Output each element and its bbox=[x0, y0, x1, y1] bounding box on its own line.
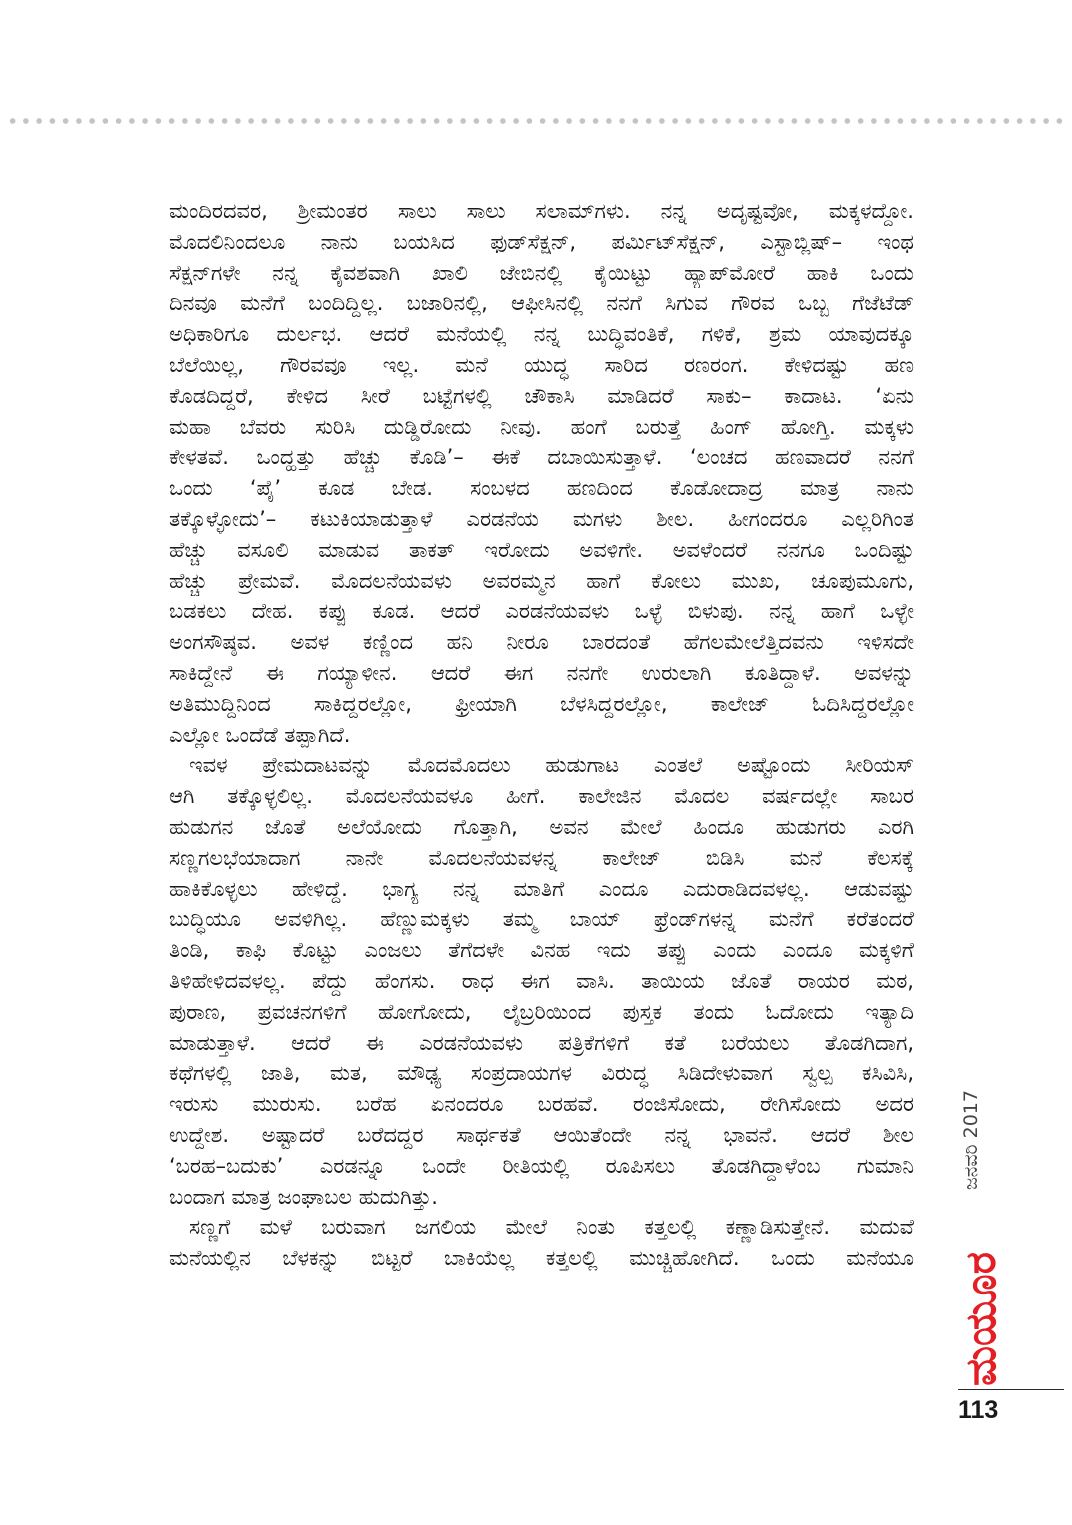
body-line: ಬಡಕಲು ದೇಹ. ಕಪ್ಪು ಕೂಡ. ಆದರೆ ಎರಡನೆಯವಳು ಒಳ್ಳೆ ಬಿಳುಪು. ನನ್ನ ಹಾಗೆ ಒಳ್ಳೇ bbox=[169, 599, 914, 624]
body-line: ಸಣ್ಣಗಲಭೆಯಾದಾಗ ನಾನೇ ಮೊದಲನೆಯವಳನ್ನ ಕಾಲೇಜ್ ಬಿಡಿಸಿ ಮನೆ ಕೆಲಸಕ್ಕೆ bbox=[169, 845, 914, 870]
body-line: ತಕ್ಕೊಳ್ಳೋದು’– ಕಟುಕಿಯಾಡುತ್ತಾಳೆ ಎರಡನೆಯ ಮಗಳು ಶೀಲ. ಹೀಗಂದರೂ ಎಲ್ಲರಿಗಿಂತ bbox=[169, 506, 914, 531]
body-line: ಮನೆಯಲ್ಲಿನ ಬೆಳಕನ್ನು ಬಿಟ್ಟರೆ ಬಾಕಿಯೆಲ್ಲ ಕತ್ತಲಲ್ಲಿ ಮುಚ್ಚಿಹೋಗಿದೆ. ಒಂದು ಮನೆಯೂ bbox=[169, 1246, 914, 1271]
body-line: ಅಂಗಸೌಷ್ಠವ. ಅವಳ ಕಣ್ಣಿಂದ ಹನಿ ನೀರೂ ಬಾರದಂತೆ ಹೆಗಲಮೇಲೆತ್ತಿದವನು ಇಳಿಸದೇ bbox=[169, 630, 914, 655]
paragraph-end-line: ಬಂದಾಗ ಮಾತ್ರ ಜಂಘಾಬಲ ಹುದುಗಿತ್ತು. bbox=[169, 1184, 438, 1209]
body-line: ಬುದ್ಧಿಯೂ ಅವಳಿಗಿಲ್ಲ. ಹೆಣ್ಣುಮಕ್ಕಳು ತಮ್ಮ ಬಾಯ್ ಫ್ರೆಂಡ್‌ಗಳನ್ನ ಮನೆಗೆ ಕರೆತಂದರೆ bbox=[169, 907, 914, 932]
paragraph-end-line: ಎಲ್ಲೋ ಒಂದೆಡೆ ತಪ್ಪಾಗಿದೆ. bbox=[169, 722, 351, 747]
body-line: ಮೊದಲಿನಿಂದಲೂ ನಾನು ಬಯಸಿದ ಫುಡ್‌ಸೆಕ್ಷನ್, ಪರ್ಮಿಟ್‌ಸೆಕ್ಷನ್, ಎಸ್ಟಾಬ್ಲಿಷ್– ಇಂಥ bbox=[169, 229, 914, 254]
issue-date: ಜನವರಿ 2017 bbox=[960, 1090, 982, 1190]
body-line: ಇರುಸು ಮುರುಸು. ಬರೆಹ ಏನಂದರೂ ಬರಹವೆ. ರಂಜಿಸೋದು, ರೇಗಿಸೋದು ಅದರ bbox=[169, 1092, 914, 1117]
body-line: ‘ಬರಹ–ಬದುಕು’ ಎರಡನ್ನೂ ಒಂದೇ ರೀತಿಯಲ್ಲಿ ರೂಪಿಸಲು ತೊಡಗಿದ್ದಾಳೆಂಬ ಗುಮಾನಿ bbox=[169, 1153, 914, 1178]
body-line: ಹುಡುಗನ ಜೊತೆ ಅಲೆಯೋದು ಗೊತ್ತಾಗಿ, ಅವನ ಮೇಲೆ ಹಿಂದೂ ಹುಡುಗರು ಎರಗಿ bbox=[169, 814, 914, 839]
magazine-side-strip bbox=[952, 1090, 1012, 1390]
body-line: ಕೊಡದಿದ್ದರೆ, ಕೇಳಿದ ಸೀರೆ ಬಟ್ಟೆಗಳಲ್ಲಿ ಚೌಕಾಸಿ ಮಾಡಿದರೆ ಸಾಕು– ಕಾದಾಟ. ‘ಏನು bbox=[169, 383, 914, 408]
body-line: ತಿಂಡಿ, ಕಾಫಿ ಕೊಟ್ಟು ಎಂಜಲು ತೆಗೆದಳೇ ವಿನಹ ಇದು ತಪ್ಪು ಎಂದು ಎಂದೂ ಮಕ್ಕಳಿಗೆ bbox=[169, 938, 914, 963]
body-line: ಹೆಚ್ಚು ಪ್ರೇಮವೆ. ಮೊದಲನೆಯವಳು ಅವರಮ್ಮನ ಹಾಗೆ ಕೋಲು ಮುಖ, ಚೂಪುಮೂಗು, bbox=[169, 568, 914, 593]
body-line: ಪುರಾಣ, ಪ್ರವಚನಗಳಿಗೆ ಹೋಗೋದು, ಲೈಬ್ರರಿಯಿಂದ ಪುಸ್ತಕ ತಂದು ಓದೋದು ಇತ್ಯಾದಿ bbox=[169, 999, 914, 1024]
article-body bbox=[169, 196, 914, 1274]
magazine-logo: ಮಯೂರ bbox=[956, 1252, 1005, 1386]
footer-rule bbox=[958, 1389, 1064, 1390]
paragraph-first-line: ಇವಳ ಪ್ರೇಮದಾಟವನ್ನು ಮೊದಮೊದಲು ಹುಡುಗಾಟ ಎಂತಲೆ ಅಷ್ಟೊಂದು ಸೀರಿಯಸ್ bbox=[189, 753, 914, 778]
body-line: ಹಾಕಿಕೊಳ್ಳಲು ಹೇಳಿದ್ದೆ. ಭಾಗ್ಯ ನನ್ನ ಮಾತಿಗೆ ಎಂದೂ ಎದುರಾಡಿದವಳಲ್ಲ. ಆಡುವಷ್ಟು bbox=[169, 876, 914, 901]
body-line: ಮಾಡುತ್ತಾಳೆ. ಆದರೆ ಈ ಎರಡನೆಯವಳು ಪತ್ರಿಕೆಗಳಿಗೆ ಕತೆ ಬರೆಯಲು ತೊಡಗಿದಾಗ, bbox=[169, 1030, 914, 1055]
body-line: ಮಂದಿರದವರ, ಶ್ರೀಮಂತರ ಸಾಲು ಸಾಲು ಸಲಾಮ್‌ಗಳು. ನನ್ನ ಅದೃಷ್ಟವೋ, ಮಕ್ಕಳದ್ದೋ. bbox=[169, 199, 914, 223]
body-line: ಅಧಿಕಾರಿಗೂ ದುರ್ಲಭ. ಆದರೆ ಮನೆಯಲ್ಲಿ ನನ್ನ ಬುದ್ಧಿವಂತಿಕೆ, ಗಳಿಕೆ, ಶ್ರಮ ಯಾವುದಕ್ಕೂ bbox=[169, 322, 914, 347]
paragraph-first-line: ಸಣ್ಣಗೆ ಮಳೆ ಬರುವಾಗ ಜಗಲಿಯ ಮೇಲೆ ನಿಂತು ಕತ್ತಲಲ್ಲಿ ಕಣ್ಣಾಡಿಸುತ್ತೇನೆ. ಮದುವೆ bbox=[189, 1215, 914, 1240]
body-line: ಮಹಾ ಬೆವರು ಸುರಿಸಿ ದುಡ್ಡಿರೋದು ನೀವು. ಹಂಗೆ ಬರುತ್ತೆ ಹಿಂಗ್ ಹೋಗ್ತಿ. ಮಕ್ಕಳು bbox=[169, 414, 914, 439]
body-line: ಕೇಳತವೆ. ಒಂದ್ಹತ್ತು ಹೆಚ್ಚು ಕೊಡಿ’– ಈಕೆ ದಬಾಯಿಸುತ್ತಾಳೆ. ‘ಲಂಚದ ಹಣವಾದರೆ ನನಗೆ bbox=[169, 445, 914, 470]
body-line: ಉದ್ದೇಶ. ಅಷ್ಟಾದರೆ ಬರೆದದ್ದರ ಸಾರ್ಥಕತೆ ಆಯಿತೆಂದೇ ನನ್ನ ಭಾವನೆ. ಆದರೆ ಶೀಲ bbox=[169, 1122, 914, 1147]
body-line: ಆಗಿ ತಕ್ಕೊಳ್ಳಲಿಲ್ಲ. ಮೊದಲನೆಯವಳೂ ಹೀಗೆ. ಕಾಲೇಜಿನ ಮೊದಲ ವರ್ಷದಲ್ಲೇ ಸಾಬರ bbox=[169, 784, 914, 809]
body-line: ಸಾಕಿದ್ದೇನೆ ಈ ಗಯ್ಯಾಳೀನ. ಆದರೆ ಈಗ ನನಗೇ ಉರುಲಾಗಿ ಕೂತಿದ್ದಾಳೆ. ಅವಳನ್ನು bbox=[169, 660, 914, 685]
body-line: ಅತಿಮುದ್ದಿನಿಂದ ಸಾಕಿದ್ದರಲ್ಲೋ, ಫ್ರೀಯಾಗಿ ಬೆಳಸಿದ್ದರಲ್ಲೋ, ಕಾಲೇಜ್ ಓದಿಸಿದ್ದರಲ್ಲೋ bbox=[169, 691, 914, 716]
body-line: ತಿಳಿಹೇಳಿದವಳಲ್ಲ. ಪೆದ್ದು ಹೆಂಗಸು. ರಾಧ ಈಗ ವಾಸಿ. ತಾಯಿಯ ಜೊತೆ ರಾಯರ ಮಠ, bbox=[169, 968, 914, 993]
page-number: 113 bbox=[958, 1396, 999, 1424]
body-line: ದಿನವೂ ಮನೆಗೆ ಬಂದಿದ್ದಿಲ್ಲ. ಬಜಾರಿನಲ್ಲಿ, ಆಫೀಸಿನಲ್ಲಿ ನನಗೆ ಸಿಗುವ ಗೌರವ ಒಬ್ಬ ಗೆಜೆಟೆಡ್ bbox=[169, 291, 914, 316]
body-line: ಸೆಕ್ಷನ್‌ಗಳೇ ನನ್ನ ಕೈವಶವಾಗಿ ಖಾಲಿ ಜೇಬಿನಲ್ಲಿ ಕೈಯಿಟ್ಟು ಹ್ಯಾಪ್‌ಮೋರೆ ಹಾಕಿ ಒಂದು bbox=[169, 260, 914, 285]
body-line: ಒಂದು ‘ಪೈ’ ಕೂಡ ಬೇಡ. ಸಂಬಳದ ಹಣದಿಂದ ಕೊಡೋದಾದ್ರ ಮಾತ್ರ ನಾನು bbox=[169, 476, 914, 501]
body-line: ಹೆಚ್ಚು ವಸೂಲಿ ಮಾಡುವ ತಾಕತ್ ಇರೋದು ಅವಳಿಗೇ. ಅವಳೆಂದರೆ ನನಗೂ ಒಂದಿಷ್ಟು bbox=[169, 537, 914, 562]
dotted-header-rule bbox=[6, 117, 1066, 125]
body-line: ಕಥೆಗಳಲ್ಲಿ ಜಾತಿ, ಮತ, ಮೌಢ್ಯ ಸಂಪ್ರದಾಯಗಳ ವಿರುದ್ಧ ಸಿಡಿದೇಳುವಾಗ ಸ್ವಲ್ಪ ಕಸಿವಿಸಿ, bbox=[169, 1061, 914, 1086]
body-line: ಬೆಲೆಯಿಲ್ಲ, ಗೌರವವೂ ಇಲ್ಲ. ಮನೆ ಯುದ್ಧ ಸಾರಿದ ರಣರಂಗ. ಕೇಳಿದಷ್ಟು ಹಣ bbox=[169, 352, 914, 377]
